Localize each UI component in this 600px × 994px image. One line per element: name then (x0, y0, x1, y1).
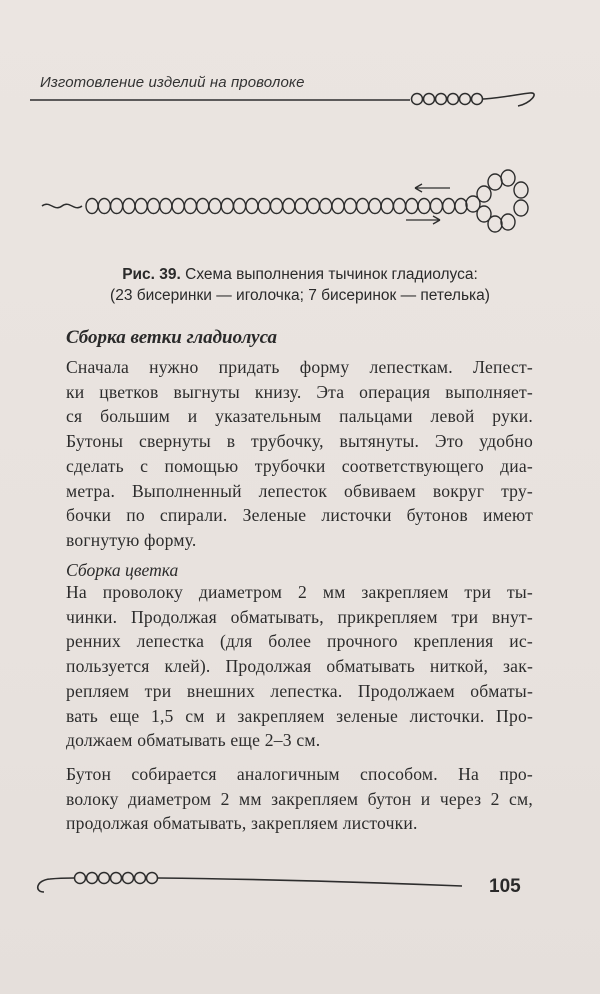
bead (234, 199, 246, 214)
bead (123, 199, 135, 214)
bead (320, 199, 332, 214)
paragraph-1 (66, 355, 533, 553)
stamen-diagram (30, 160, 570, 250)
text-line: ся большим и указательным пальцами левой руки. (66, 406, 533, 427)
text-line: чинки. Продолжая обматывать, прикрепляем три внут- (66, 606, 533, 627)
bead (381, 199, 393, 214)
figure-caption (0, 264, 600, 306)
bead (184, 199, 196, 214)
bead (98, 199, 110, 214)
text-line: Сначала нужно придать форму лепесткам. Лепест- (66, 357, 533, 377)
running-head: Изготовление изделий на проволоке (40, 74, 305, 91)
bead (307, 199, 319, 214)
bead (283, 199, 295, 214)
paragraph-3 (66, 762, 533, 836)
bead (246, 199, 258, 214)
bead (172, 199, 184, 214)
text-line: вать еще 1,5 см и закрепляем зеленые листочки. Про- (66, 705, 533, 726)
text-line: ки цветков выгнуты книзу. Эта операция выполняет- (66, 381, 533, 402)
bead (455, 199, 467, 214)
text-line: продолжая обматывать, закрепляем листочки. (66, 813, 418, 834)
page-number: 105 (489, 876, 521, 897)
bead (332, 199, 344, 214)
bead (135, 199, 147, 214)
header-ornament (30, 84, 570, 114)
bead (148, 199, 160, 214)
text-line: Бутон собирается аналогичным способом. На про- (66, 764, 533, 784)
bead (111, 199, 123, 214)
text-line: ренних лепестка (для более прочного крепления ис- (66, 631, 533, 652)
bead (160, 199, 172, 214)
text-line: должаем обматывать еще 2–3 см. (66, 730, 321, 751)
paragraph-2 (66, 580, 533, 753)
text-line: Бутоны свернуты в трубочку, вытянуты. Это удобно (66, 431, 533, 452)
figure-caption-line1: Схема выполнения тычинок гладиолуса: (180, 266, 478, 283)
text-line: волоку диаметром 2 мм закрепляем бутон и через 2 см, (66, 788, 533, 809)
bead (406, 199, 418, 214)
figure-label: Рис. 39. (122, 266, 181, 283)
text-line: На проволоку диаметром 2 мм закрепляем три ты- (66, 582, 533, 602)
text-line: метра. Выполненный лепесток обвиваем вокруг тру- (66, 480, 533, 501)
text-line: репляем три внешних лепестка. Продолжаем обматы- (66, 680, 533, 701)
bead (271, 199, 283, 214)
bead (430, 199, 442, 214)
bead (221, 199, 233, 214)
bead (295, 199, 307, 214)
text-line: пользуется клей). Продолжая обматывать ниткой, зак- (66, 656, 533, 677)
bead (86, 199, 98, 214)
bead (418, 199, 430, 214)
bead (258, 199, 270, 214)
section-title: Сборка ветки гладиолуса (66, 327, 278, 348)
footer-ornament (30, 862, 480, 902)
figure-caption-line2: (23 бисеринки — иголочка; 7 бисеринок — петелька) (110, 287, 490, 304)
bead (344, 199, 356, 214)
text-line: вогнутую форму. (66, 529, 197, 550)
text-line: сделать с помощью трубочки соответствующего диа- (66, 455, 533, 476)
bead (357, 199, 369, 214)
text-line: бочки по спирали. Зеленые листочки бутонов имеют (66, 505, 533, 526)
bead (394, 199, 406, 214)
bead (369, 199, 381, 214)
subheading: Сборка цветка (66, 560, 179, 580)
bead (197, 199, 209, 214)
bead (443, 199, 455, 214)
bead (209, 199, 221, 214)
